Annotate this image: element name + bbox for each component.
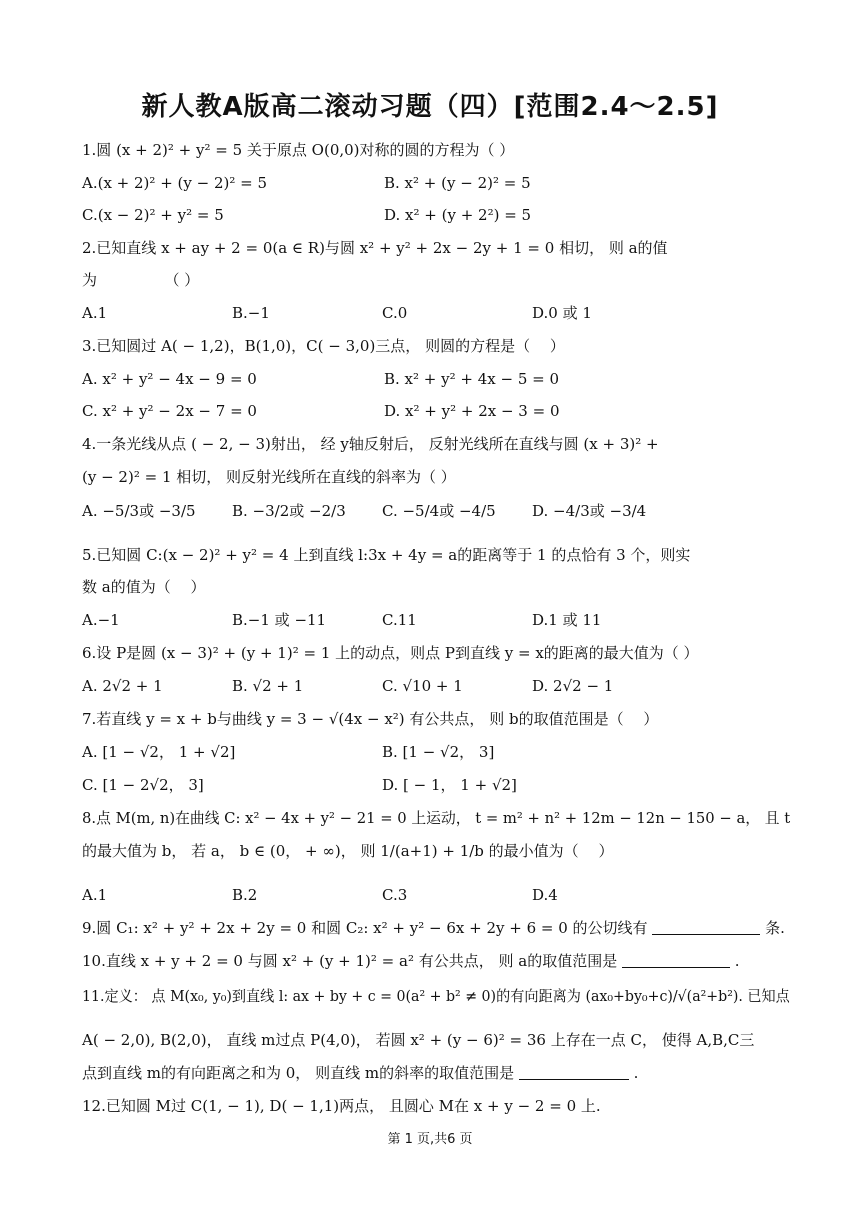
q8-option-b: B.2 (232, 886, 258, 904)
q8-option-c: C.3 (382, 886, 408, 904)
question-9-text: 9.圆 C₁: x² + y² + 2x + 2y = 0 和圆 C₂: x² + y² − 6x + 2y + 6 = 0 的公切线有 (82, 919, 648, 937)
q3-option-c: C. x² + y² − 2x − 7 = 0 (82, 402, 257, 420)
q6-option-b: B. √2 + 1 (232, 677, 304, 695)
question-2-stem-line2: 为 （ ） (82, 271, 200, 289)
question-8-stem: 8.点 M(m, n)在曲线 C: x² − 4x + y² − 21 = 0 上运动， t = m² + n² + 12m − 12n − 150 − a， 且 t (82, 809, 791, 827)
question-7-stem: 7.若直线 y = x + b与曲线 y = 3 − √(4x − x²) 有公共点， 则 b的取值范围是（ ） (82, 710, 659, 728)
question-4-stem-line2: (y − 2)² = 1 相切， 则反射光线所在直线的斜率为（ ） (82, 468, 456, 486)
question-5-stem: 5.已知圆 C:(x − 2)² + y² = 4 上到直线 l:3x + 4y = a的距离等于 1 的点恰有 3 个，则实 (82, 546, 691, 564)
question-10-stem (82, 951, 740, 971)
answer-blank[interactable] (622, 953, 730, 968)
question-9-stem (82, 918, 785, 938)
question-4-stem: 4.一条光线从点 ( − 2, − 3)射出， 经 y轴反射后， 反射光线所在直线与圆 (x + 3)² + (82, 435, 659, 453)
q5-option-d: D.1 或 11 (532, 611, 602, 629)
question-10-tail: . (734, 952, 740, 970)
q2-option-b: B.−1 (232, 304, 270, 322)
question-12-stem: 12.已知圆 M过 C(1, − 1), D( − 1,1)两点， 且圆心 M在 x + y − 2 = 0 上. (82, 1097, 601, 1115)
q1-option-b: B. x² + (y − 2)² = 5 (384, 174, 531, 192)
question-8-stem-line2: 的最大值为 b， 若 a， b ∈ (0， + ∞)， 则 1/(a+1) + 1/b 的最小值为（ ） (82, 842, 614, 860)
question-11-tail: . (633, 1064, 639, 1082)
q5-option-b: B.−1 或 −11 (232, 611, 327, 629)
q6-option-d: D. 2√2 − 1 (532, 677, 614, 695)
question-2-stem: 2.已知直线 x + ay + 2 = 0(a ∈ R)与圆 x² + y² + 2x − 2y + 1 = 0 相切， 则 a的值 (82, 239, 668, 257)
q2-option-d: D.0 或 1 (532, 304, 592, 322)
answer-blank[interactable] (652, 920, 760, 935)
q7-option-c: C. [1 − 2√2， 3] (82, 776, 204, 794)
question-11-stem: 11.定义： 点 M(x₀, y₀)到直线 l: ax + by + c = 0(a² + b² ≠ 0)的有向距离为 (ax₀+by₀+c)/√(a²+b²). 已知点 (82, 987, 790, 1005)
q1-option-d: D. x² + (y + 2²) = 5 (384, 206, 532, 224)
q2-option-a: A.1 (82, 304, 108, 322)
q3-option-b: B. x² + y² + 4x − 5 = 0 (384, 370, 560, 388)
q6-option-a: A. 2√2 + 1 (82, 677, 163, 695)
q5-option-c: C.11 (382, 611, 417, 629)
question-11-text: 点到直线 m的有向距离之和为 0， 则直线 m的斜率的取值范围是 (82, 1064, 515, 1082)
q4-option-c: C. −5/4或 −4/5 (382, 502, 496, 520)
q5-option-a: A.−1 (82, 611, 120, 629)
question-6-stem: 6.设 P是圆 (x − 3)² + (y + 1)² = 1 上的动点，则点 P到直线 y = x的距离的最大值为（ ） (82, 644, 699, 662)
q7-option-b: B. [1 − √2， 3] (382, 743, 495, 761)
question-10-text: 10.直线 x + y + 2 = 0 与圆 x² + (y + 1)² = a² 有公共点， 则 a的取值范围是 (82, 952, 618, 970)
q7-option-d: D. [ − 1， 1 + √2] (382, 776, 517, 794)
q4-option-b: B. −3/2或 −2/3 (232, 502, 346, 520)
q3-option-a: A. x² + y² − 4x − 9 = 0 (82, 370, 257, 388)
question-5-stem-line2: 数 a的值为（ ） (82, 578, 206, 596)
q7-option-a: A. [1 − √2， 1 + √2] (82, 743, 236, 761)
q8-option-d: D.4 (532, 886, 558, 904)
question-3-stem: 3.已知圆过 A( − 1,2)，B(1,0)，C( − 3,0)三点， 则圆的方程是（ ） (82, 337, 565, 355)
page-footer: 第 1 页,共6 页 (387, 1132, 473, 1147)
q3-option-d: D. x² + y² + 2x − 3 = 0 (384, 402, 560, 420)
page-title: 新人教A版高二滚动习题（四）[范围2.4～2.5] (141, 92, 719, 122)
question-11-stem-line3 (82, 1063, 638, 1083)
q1-option-c: C.(x − 2)² + y² = 5 (82, 206, 224, 224)
q1-option-a: A.(x + 2)² + (y − 2)² = 5 (82, 174, 268, 192)
q2-option-c: C.0 (382, 304, 408, 322)
q4-option-a: A. −5/3或 −3/5 (82, 502, 196, 520)
q6-option-c: C. √10 + 1 (382, 677, 463, 695)
question-11-stem-line2: A( − 2,0), B(2,0)， 直线 m过点 P(4,0)， 若圆 x² + (y − 6)² = 36 上存在一点 C， 使得 A,B,C三 (82, 1031, 755, 1049)
answer-blank[interactable] (519, 1065, 629, 1080)
question-1-stem: 1.圆 (x + 2)² + y² = 5 关于原点 O(0,0)对称的圆的方程为（ ） (82, 141, 515, 159)
q4-option-d: D. −4/3或 −3/4 (532, 502, 647, 520)
q8-option-a: A.1 (82, 886, 108, 904)
question-9-tail: 条. (765, 919, 785, 937)
